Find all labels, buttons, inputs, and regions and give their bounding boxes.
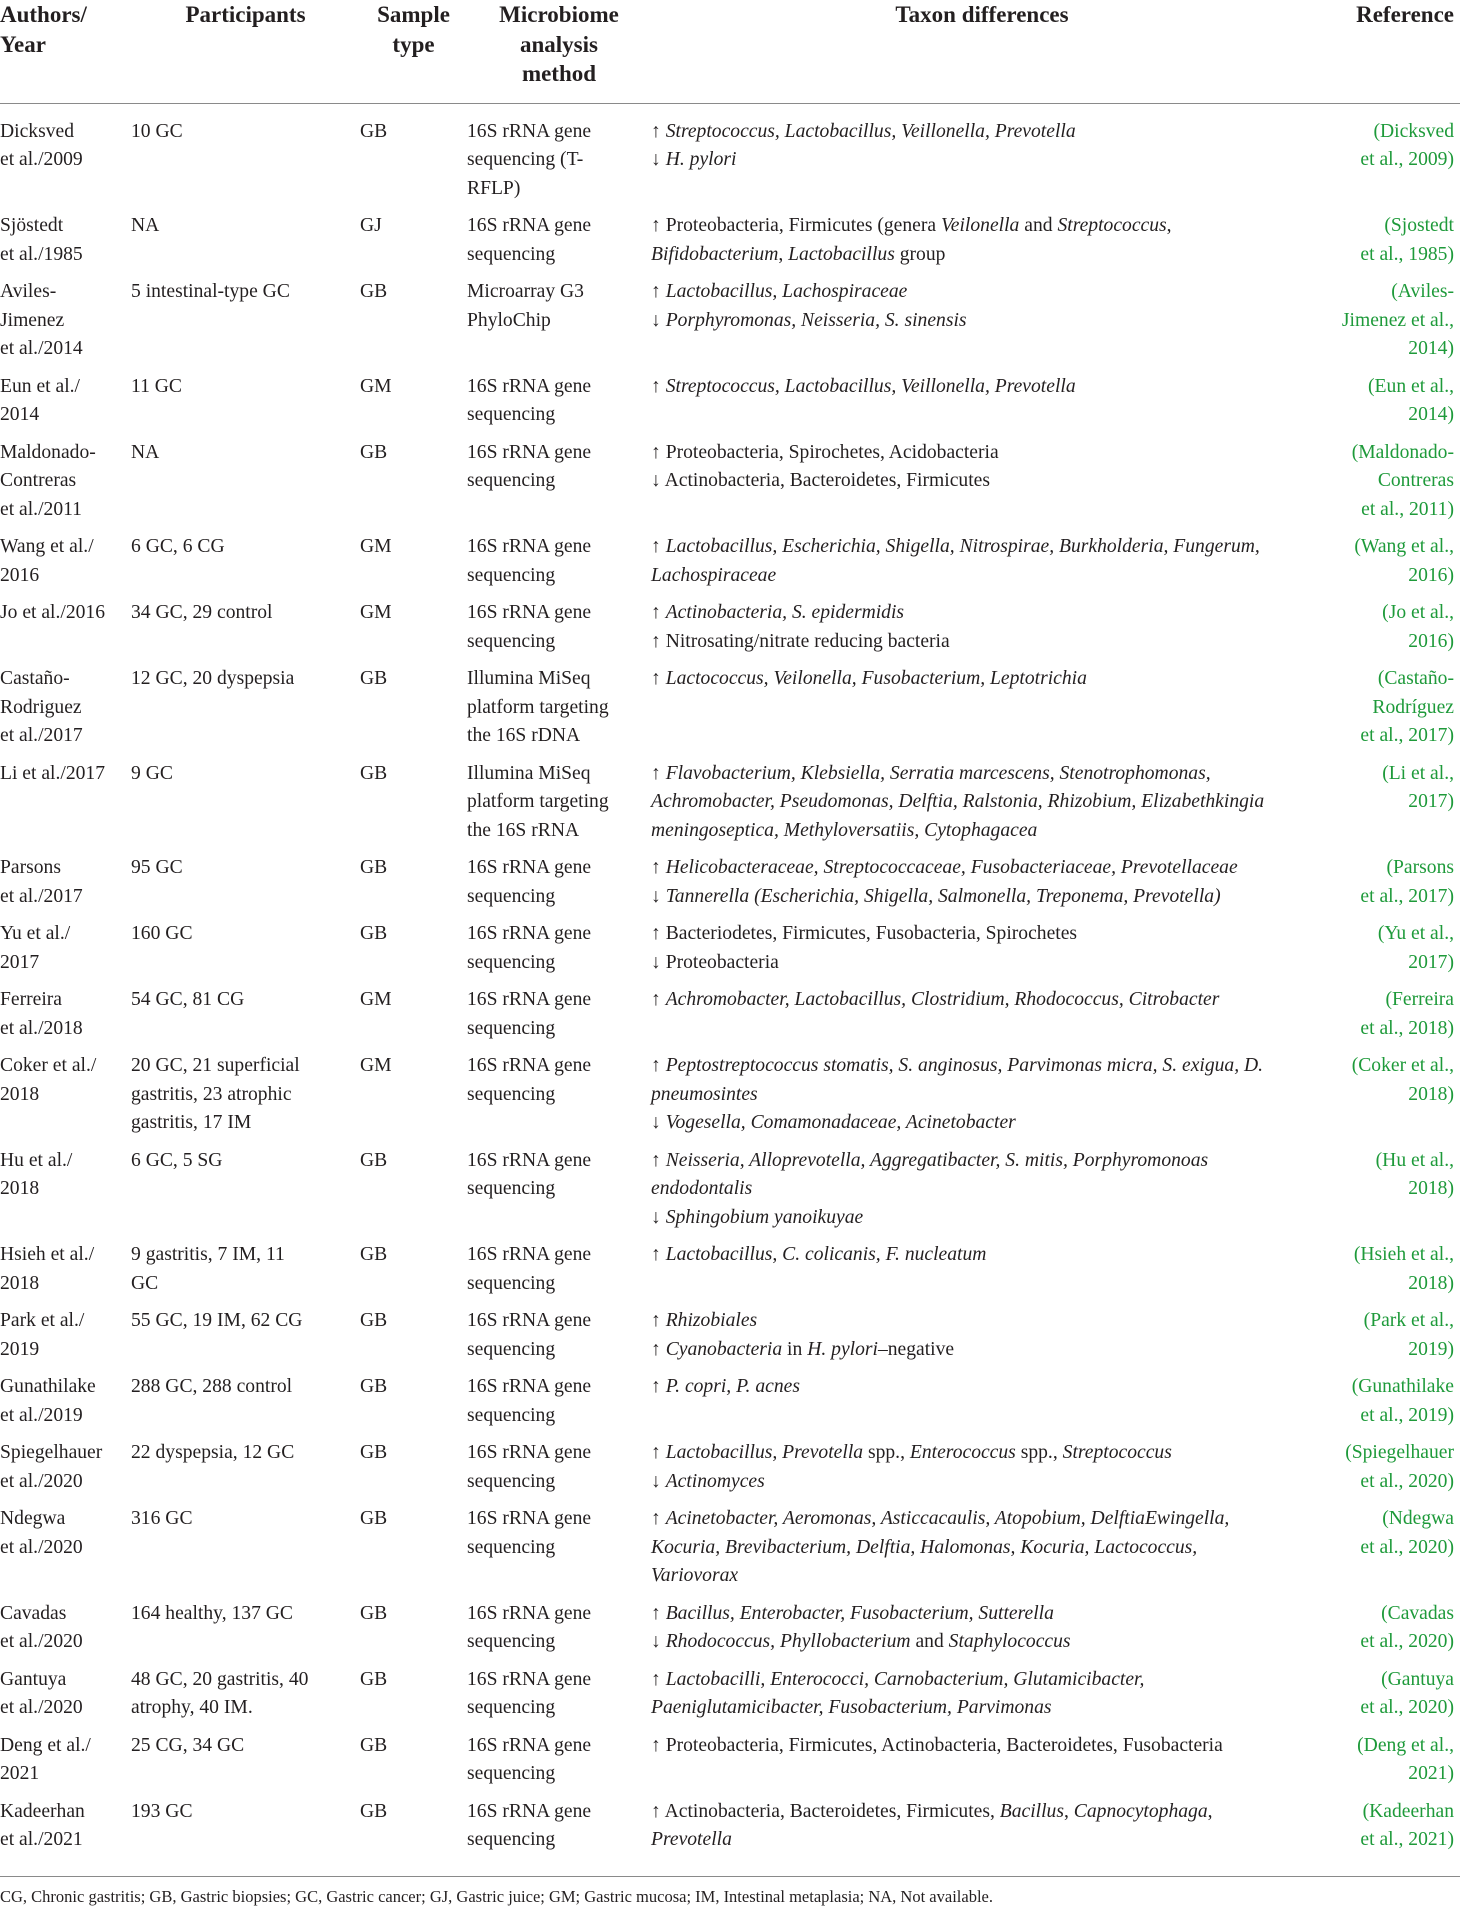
sample-type-cell: GM xyxy=(360,989,392,1010)
table-row xyxy=(0,665,1460,760)
method-cell: 16S rRNA gene sequencing xyxy=(467,1055,592,1105)
reference-link[interactable]: (Ndegwa et al., 2020) xyxy=(1360,1508,1454,1558)
taxon-cell: ↑ Proteobacteria, Spirochetes, Acidobacteria ↓ Actinobacteria, Bacteroidetes, Firmicutes xyxy=(651,441,999,491)
taxon-cell: ↑ Streptococcus, Lactobacillus, Veillonella, Prevotella xyxy=(651,375,1076,397)
sample-type-cell: GB xyxy=(360,1244,388,1265)
reference-link[interactable]: (Yu et al., 2017) xyxy=(1377,923,1454,973)
taxon-cell: ↑ Proteobacteria, Firmicutes, Actinobacteria, Bacteroidetes, Fusobacteria xyxy=(651,1734,1223,1756)
table-row xyxy=(0,1732,1460,1798)
method-cell: 16S rRNA gene sequencing xyxy=(467,1376,592,1426)
sample-type-cell: GM xyxy=(360,536,392,557)
participants-cell: NA xyxy=(131,441,160,463)
sample-type-cell: GM xyxy=(360,375,392,397)
method-cell: 16S rRNA gene sequencing xyxy=(467,1800,592,1850)
author-cell: Deng et al./ 2021 xyxy=(0,1734,91,1784)
taxon-cell: ↑ Actinobacteria, S. epidermidis ↑ Nitrosating/nitrate reducing bacteria xyxy=(651,602,950,652)
reference-link[interactable]: (Wang et al., 2016) xyxy=(1354,536,1454,586)
table-row xyxy=(0,1307,1460,1373)
table-row xyxy=(0,760,1460,855)
author-cell: Aviles- Jimenez et al./2014 xyxy=(0,281,83,359)
author-cell: Wang et al./ 2016 xyxy=(0,536,94,586)
method-cell: 16S rRNA gene sequencing xyxy=(467,536,592,586)
taxon-cell: ↑ Streptococcus, Lactobacillus, Veillonella, Prevotella ↓ H. pylori xyxy=(651,120,1076,170)
reference-link[interactable]: (Ferreira et al., 2018) xyxy=(1360,989,1454,1039)
method-cell: 16S rRNA gene sequencing xyxy=(467,1734,592,1784)
reference-link[interactable]: (Coker et al., 2018) xyxy=(1351,1055,1454,1105)
header-method: Microbiome analysis method xyxy=(499,2,619,86)
sample-type-cell: GB xyxy=(360,1800,388,1822)
reference-link[interactable]: (Hsieh et al., 2018) xyxy=(1353,1244,1454,1294)
author-cell: Hu et al./ 2018 xyxy=(0,1149,73,1199)
table-row xyxy=(0,278,1460,373)
author-cell: Jo et al./2016 xyxy=(0,602,106,623)
method-cell: 16S rRNA gene sequencing xyxy=(467,989,592,1039)
table-row xyxy=(0,1373,1460,1439)
table-row xyxy=(0,1505,1460,1600)
sample-type-cell: GB xyxy=(360,668,388,689)
author-cell: Li et al./2017 xyxy=(0,762,106,784)
author-cell: Gantuya et al./2020 xyxy=(0,1668,83,1718)
method-cell: 16S rRNA gene sequencing xyxy=(467,857,592,907)
table-row xyxy=(0,533,1460,599)
taxon-cell: ↑ Flavobacterium, Klebsiella, Serratia marcescens, Stenotrophomonas, Achromobacter, Pseudomonas, Delftia, Ralstonia, Rhizobium, Elizabethkingia meningoseptica, Methyloversatiis, Cytophagacea xyxy=(651,762,1265,841)
method-cell: 16S rRNA gene sequencing xyxy=(467,602,592,652)
participants-cell: 54 GC, 81 CG xyxy=(131,989,245,1010)
reference-link[interactable]: (Sjostedt et al., 1985) xyxy=(1360,215,1454,265)
sample-type-cell: GB xyxy=(360,1442,388,1463)
method-cell: 16S rRNA gene sequencing xyxy=(467,1244,592,1294)
method-cell: 16S rRNA gene sequencing xyxy=(467,1310,592,1360)
table-row xyxy=(0,1600,1460,1666)
method-cell: 16S rRNA gene sequencing xyxy=(467,215,592,265)
sample-type-cell: GB xyxy=(360,1310,388,1331)
taxon-cell: ↑ Rhizobiales ↑ Cyanobacteria in H. pylori–negative xyxy=(651,1310,955,1360)
author-cell: Maldonado- Contreras et al./2011 xyxy=(0,441,96,520)
participants-cell: 288 GC, 288 control xyxy=(131,1376,293,1397)
method-cell: 16S rRNA gene sequencing xyxy=(467,1668,592,1718)
header-taxon: Taxon differences xyxy=(895,2,1069,27)
reference-link[interactable]: (Aviles- Jimenez et al., 2014) xyxy=(1341,281,1454,359)
method-cell: 16S rRNA gene sequencing xyxy=(467,1508,592,1558)
author-cell: Gunathilake et al./2019 xyxy=(0,1376,96,1426)
participants-cell: 25 CG, 34 GC xyxy=(131,1734,245,1756)
participants-cell: 48 GC, 20 gastritis, 40 atrophy, 40 IM. xyxy=(131,1668,309,1718)
table-row xyxy=(0,1147,1460,1242)
participants-cell: 6 GC, 5 SG xyxy=(131,1149,223,1171)
author-cell: Coker et al./ 2018 xyxy=(0,1055,97,1105)
participants-cell: 12 GC, 20 dyspepsia xyxy=(131,668,295,689)
participants-cell: 34 GC, 29 control xyxy=(131,602,273,623)
taxon-cell: ↑ Acinetobacter, Aeromonas, Asticcacaulis, Atopobium, DelftiaEwingella, Kocuria, Brevibacterium, Delftia, Halomonas, Kocuria, Lactococcus, Variovorax xyxy=(651,1508,1230,1586)
taxon-cell: ↑ Achromobacter, Lactobacillus, Clostridium, Rhodococcus, Citrobacter xyxy=(651,989,1220,1010)
author-cell: Cavadas et al./2020 xyxy=(0,1602,83,1652)
author-cell: Ndegwa et al./2020 xyxy=(0,1508,83,1558)
taxon-cell: ↑ Neisseria, Alloprevotella, Aggregatibacter, S. mitis, Porphyromonoas endodontalis ↓ Sphingobium yanoikuyae xyxy=(651,1149,1209,1228)
sample-type-cell: GJ xyxy=(360,215,382,236)
reference-link[interactable]: (Maldonado- Contreras et al., 2011) xyxy=(1351,441,1454,520)
author-cell: Dicksved et al./2009 xyxy=(0,120,83,170)
taxon-cell: ↑ Helicobacteraceae, Streptococcaceae, Fusobacteriaceae, Prevotellaceae ↓ Tannerella (Escherichia, Shigella, Salmonella, Treponema, Prevotella) xyxy=(651,857,1238,907)
table-footnote: CG, Chronic gastritis; GB, Gastric biopsies; GC, Gastric cancer; GJ, Gastric juice; GM; Gastric mucosa; IM, Intestinal metaplasia; NA, Not available. xyxy=(0,1887,993,1906)
method-cell: Illumina MiSeq platform targeting the 16S rDNA xyxy=(467,668,609,746)
footer-rule xyxy=(0,1876,1460,1877)
sample-type-cell: GB xyxy=(360,923,388,944)
reference-link[interactable]: (Kadeerhan et al., 2021) xyxy=(1360,1800,1454,1850)
sample-type-cell: GB xyxy=(360,1508,388,1529)
reference-link[interactable]: (Spiegelhauer et al., 2020) xyxy=(1345,1442,1454,1492)
sample-type-cell: GB xyxy=(360,1602,388,1624)
taxon-cell: ↑ Actinobacteria, Bacteroidetes, Firmicutes, Bacillus, Capnocytophaga, Prevotella xyxy=(651,1800,1213,1850)
reference-link[interactable]: (Gantuya et al., 2020) xyxy=(1360,1668,1454,1718)
author-cell: Yu et al./ 2017 xyxy=(0,923,71,973)
sample-type-cell: GB xyxy=(360,120,388,142)
sample-type-cell: GB xyxy=(360,1149,388,1171)
reference-link[interactable]: (Park et al., 2019) xyxy=(1363,1310,1454,1360)
participants-cell: 9 gastritis, 7 IM, 11 GC xyxy=(131,1244,285,1294)
table-row xyxy=(0,920,1460,986)
reference-link[interactable]: (Jo et al., 2016) xyxy=(1382,602,1454,652)
table-row xyxy=(0,1798,1460,1864)
sample-type-cell: GB xyxy=(360,762,388,784)
reference-link[interactable]: (Castaño- Rodríguez et al., 2017) xyxy=(1360,668,1454,746)
taxon-cell: ↑ Proteobacteria, Firmicutes (genera Veilonella and Streptococcus, Bifidobacterium, Lactobacillus group xyxy=(651,215,1172,265)
participants-cell: 316 GC xyxy=(131,1508,193,1529)
participants-cell: NA xyxy=(131,215,160,236)
sample-type-cell: GB xyxy=(360,441,388,463)
reference-link[interactable]: (Hu et al., 2018) xyxy=(1375,1149,1454,1199)
taxon-cell: ↑ Lactobacillus, C. colicanis, F. nucleatum xyxy=(651,1244,987,1265)
author-cell: Park et al./ 2019 xyxy=(0,1310,85,1360)
taxon-cell: ↑ Bacteriodetes, Firmicutes, Fusobacteria, Spirochetes ↓ Proteobacteria xyxy=(651,923,1078,973)
taxon-cell: ↑ Bacillus, Enterobacter, Fusobacterium, Sutterella ↓ Rhodococcus, Phyllobacterium and Staphylococcus xyxy=(651,1602,1071,1652)
table-row xyxy=(0,599,1460,665)
sample-type-cell: GM xyxy=(360,1055,392,1076)
author-cell: Kadeerhan et al./2021 xyxy=(0,1800,85,1850)
participants-cell: 95 GC xyxy=(131,857,183,878)
header-reference: Reference xyxy=(1356,2,1454,27)
table-row xyxy=(0,1241,1460,1307)
method-cell: 16S rRNA gene sequencing xyxy=(467,441,592,491)
table-row xyxy=(0,986,1460,1052)
reference-link[interactable]: (Eun et al., 2014) xyxy=(1368,375,1454,425)
participants-cell: 5 intestinal-type GC xyxy=(131,281,290,302)
table-row xyxy=(0,373,1460,439)
sample-type-cell: GB xyxy=(360,1668,388,1690)
reference-link[interactable]: (Li et al., 2017) xyxy=(1382,762,1454,812)
participants-cell: 55 GC, 19 IM, 62 CG xyxy=(131,1310,303,1331)
sample-type-cell: GM xyxy=(360,602,392,623)
participants-cell: 6 GC, 6 CG xyxy=(131,536,225,557)
reference-link[interactable]: (Deng et al., 2021) xyxy=(1357,1734,1454,1784)
reference-link[interactable]: (Cavadas et al., 2020) xyxy=(1360,1602,1454,1652)
taxon-cell: ↑ Lactobacillus, Escherichia, Shigella, Nitrospirae, Burkholderia, Fungerum, Lachospiraceae xyxy=(651,536,1260,586)
sample-type-cell: GB xyxy=(360,1734,388,1756)
taxon-cell: ↑ Lactobacillus, Prevotella spp., Enterococcus spp., Streptococcus ↓ Actinomyces xyxy=(651,1442,1172,1492)
author-cell: Sjöstedt et al./1985 xyxy=(0,215,83,265)
participants-cell: 164 healthy, 137 GC xyxy=(131,1602,293,1624)
header-row xyxy=(0,0,1460,103)
taxon-cell: ↑ Lactobacilli, Enterococci, Carnobacterium, Glutamicibacter, Paeniglutamicibacter, Fusobacterium, Parvimonas xyxy=(651,1668,1145,1718)
sample-type-cell: GB xyxy=(360,281,388,302)
reference-link[interactable]: (Gunathilake et al., 2019) xyxy=(1351,1376,1454,1426)
reference-link[interactable]: (Dicksved et al., 2009) xyxy=(1360,120,1454,170)
table-body xyxy=(0,103,1460,1864)
method-cell: 16S rRNA gene sequencing xyxy=(467,1602,592,1652)
author-cell: Eun et al./ 2014 xyxy=(0,375,80,425)
header-authors: Authors/ Year xyxy=(0,2,87,57)
table-row xyxy=(0,854,1460,920)
participants-cell: 10 GC xyxy=(131,120,183,142)
table-row xyxy=(0,1666,1460,1732)
table-row xyxy=(0,212,1460,278)
reference-link[interactable]: (Parsons et al., 2017) xyxy=(1360,857,1454,907)
participants-cell: 193 GC xyxy=(131,1800,193,1822)
taxon-cell: ↑ Lactococcus, Veilonella, Fusobacterium, Leptotrichia xyxy=(651,668,1087,689)
taxon-cell: ↑ Peptostreptococcus stomatis, S. anginosus, Parvimonas micra, S. exigua, D. pneumosintes ↓ Vogesella, Comamonadaceae, Acinetobacter xyxy=(651,1055,1264,1133)
taxon-cell: ↑ Lactobacillus, Lachospiraceae ↓ Porphyromonas, Neisseria, S. sinensis xyxy=(651,281,967,331)
method-cell: 16S rRNA gene sequencing xyxy=(467,1442,592,1492)
author-cell: Spiegelhauer et al./2020 xyxy=(0,1442,103,1492)
participants-cell: 9 GC xyxy=(131,762,173,784)
table-row xyxy=(0,439,1460,534)
method-cell: 16S rRNA gene sequencing xyxy=(467,923,592,973)
participants-cell: 22 dyspepsia, 12 GC xyxy=(131,1442,295,1463)
table-row xyxy=(0,103,1460,212)
participants-cell: 11 GC xyxy=(131,375,182,397)
method-cell: Microarray G3 PhyloChip xyxy=(467,281,584,331)
method-cell: 16S rRNA gene sequencing (T- RFLP) xyxy=(467,120,592,199)
table-row xyxy=(0,1052,1460,1147)
taxon-cell: ↑ P. copri, P. acnes xyxy=(651,1376,800,1397)
participants-cell: 20 GC, 21 superficial gastritis, 23 atrophic gastritis, 17 IM xyxy=(131,1055,300,1133)
author-cell: Hsieh et al./ 2018 xyxy=(0,1244,95,1294)
method-cell: Illumina MiSeq platform targeting the 16S rRNA xyxy=(467,762,609,841)
header-participants: Participants xyxy=(185,2,306,27)
author-cell: Castaño- Rodriguez et al./2017 xyxy=(0,668,83,746)
author-cell: Parsons et al./2017 xyxy=(0,857,83,907)
header-sample-type: Sample type xyxy=(377,2,450,57)
author-cell: Ferreira et al./2018 xyxy=(0,989,83,1039)
method-cell: 16S rRNA gene sequencing xyxy=(467,1149,592,1199)
method-cell: 16S rRNA gene sequencing xyxy=(467,375,592,425)
sample-type-cell: GB xyxy=(360,1376,388,1397)
participants-cell: 160 GC xyxy=(131,923,193,944)
table-row xyxy=(0,1439,1460,1505)
sample-type-cell: GB xyxy=(360,857,388,878)
